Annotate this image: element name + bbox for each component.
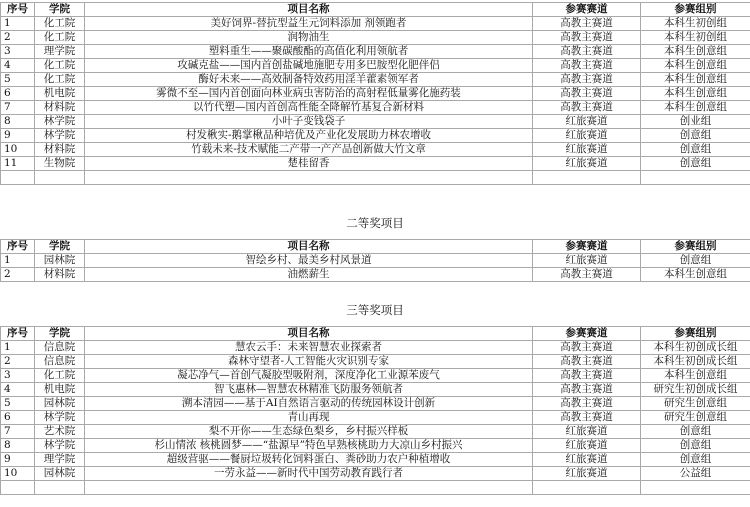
cell-project-name: 凝芯净气—首创气凝胶型吸附剂，深度净化工业源苯废气: [85, 369, 533, 383]
cell-college: 理学院: [35, 45, 85, 59]
cell-track: 红旅赛道: [533, 157, 641, 171]
cell-project-name: 攻碱克盐——国内首创盐碱地施肥专用多巴胺型化肥伴侣: [85, 59, 533, 73]
cell-track: 高教主赛道: [533, 355, 641, 369]
second-prize-title: 二等奖项目: [346, 216, 404, 230]
table-row: [1, 355, 750, 369]
table-row: [1, 439, 750, 453]
cell-index: 1: [1, 341, 35, 355]
cell-project-name: 一劳永益——新时代中国劳动教育践行者: [85, 467, 533, 481]
empty-cell: [85, 481, 533, 495]
table-row: [1, 143, 750, 157]
cell-college: 化工院: [35, 31, 85, 45]
cell-track: 高教主赛道: [533, 45, 641, 59]
cell-index: 1: [1, 254, 35, 268]
table-row: [1, 157, 750, 171]
cell-index: 4: [1, 59, 35, 73]
cell-project-name: 楚桂留香: [85, 157, 533, 171]
cell-track: 高教主赛道: [533, 59, 641, 73]
cell-index: 3: [1, 45, 35, 59]
cell-project-name: 以竹代塑—国内首创高性能全降解竹基复合新材料: [85, 101, 533, 115]
cell-college: 园林院: [35, 397, 85, 411]
cell-group: 本科生创意组: [641, 87, 750, 101]
table-row: [1, 425, 750, 439]
header-project-name: 项目名称: [85, 240, 533, 254]
cell-project-name: 润物油生: [85, 31, 533, 45]
first-prize-table: [0, 2, 750, 185]
cell-project-name: 青山再现: [85, 411, 533, 425]
table-row: [1, 467, 750, 481]
cell-track: 高教主赛道: [533, 268, 641, 282]
table-row: [1, 115, 750, 129]
table-row: [1, 369, 750, 383]
empty-cell: [641, 171, 750, 185]
cell-college: 信息院: [35, 341, 85, 355]
cell-project-name: 森林守望者-人工智能火灾识别专家: [85, 355, 533, 369]
cell-group: 创业组: [641, 115, 750, 129]
empty-cell: [1, 171, 35, 185]
cell-college: 化工院: [35, 17, 85, 31]
empty-cell: [35, 481, 85, 495]
header-index: 序号: [1, 3, 35, 17]
cell-track: 红旅赛道: [533, 453, 641, 467]
cell-index: 1: [1, 17, 35, 31]
table-header-row: [1, 3, 750, 17]
cell-group: 创意组: [641, 439, 750, 453]
cell-project-name: 杉山情浓 核桃圆梦——“盐源早”特色早熟核桃助力大凉山乡村振兴: [85, 439, 533, 453]
header-track: 参赛赛道: [533, 327, 641, 341]
cell-track: 红旅赛道: [533, 129, 641, 143]
cell-group: 研究生创意组: [641, 411, 750, 425]
cell-college: 理学院: [35, 453, 85, 467]
cell-index: 5: [1, 397, 35, 411]
cell-college: 生物院: [35, 157, 85, 171]
cell-track: 高教主赛道: [533, 101, 641, 115]
cell-college: 机电院: [35, 87, 85, 101]
cell-college: 林学院: [35, 439, 85, 453]
cell-group: 创意组: [641, 453, 750, 467]
header-group: 参赛组别: [641, 3, 750, 17]
cell-project-name: 油燃薪生: [85, 268, 533, 282]
cell-index: 5: [1, 73, 35, 87]
second-prize-table: [0, 239, 750, 282]
cell-group: 公益组: [641, 467, 750, 481]
empty-row: [1, 481, 750, 495]
table-row: [1, 411, 750, 425]
cell-index: 3: [1, 369, 35, 383]
cell-track: 高教主赛道: [533, 397, 641, 411]
table-row: [1, 268, 750, 282]
cell-project-name: 酶好未来——高效制备特效药用淫羊藿素领军者: [85, 73, 533, 87]
table-header-row: [1, 327, 750, 341]
cell-track: 红旅赛道: [533, 467, 641, 481]
header-college: 学院: [35, 240, 85, 254]
empty-cell: [85, 171, 533, 185]
cell-group: 本科生初创组: [641, 17, 750, 31]
third-prize-table: [0, 326, 750, 495]
table-row: [1, 87, 750, 101]
cell-project-name: 美好饲界-替抗型益生元饲料添加 剂领跑者: [85, 17, 533, 31]
cell-college: 化工院: [35, 59, 85, 73]
table-row: [1, 254, 750, 268]
cell-college: 园林院: [35, 254, 85, 268]
cell-project-name: 雾微不至—国内首创面向林业病虫害防治的高射程低量雾化施药装: [85, 87, 533, 101]
cell-college: 材料院: [35, 143, 85, 157]
header-index: 序号: [1, 327, 35, 341]
cell-group: 本科生创意组: [641, 45, 750, 59]
cell-college: 化工院: [35, 73, 85, 87]
cell-college: 材料院: [35, 101, 85, 115]
cell-track: 红旅赛道: [533, 254, 641, 268]
header-college: 学院: [35, 3, 85, 17]
cell-track: 高教主赛道: [533, 73, 641, 87]
cell-group: 本科生创意组: [641, 59, 750, 73]
table-row: [1, 397, 750, 411]
cell-college: 林学院: [35, 115, 85, 129]
cell-group: 研究生初创成长组: [641, 383, 750, 397]
cell-track: 高教主赛道: [533, 411, 641, 425]
cell-group: 本科生创意组: [641, 369, 750, 383]
table-row: [1, 383, 750, 397]
cell-college: 信息院: [35, 355, 85, 369]
cell-project-name: 塑料重生——聚碳酸酯的高值化利用领航者: [85, 45, 533, 59]
header-project-name: 项目名称: [85, 327, 533, 341]
cell-college: 艺术院: [35, 425, 85, 439]
header-track: 参赛赛道: [533, 240, 641, 254]
cell-track: 高教主赛道: [533, 369, 641, 383]
cell-group: 本科生初创成长组: [641, 341, 750, 355]
header-track: 参赛赛道: [533, 3, 641, 17]
cell-project-name: 智飞惠林—智慧农林精准飞防服务领航者: [85, 383, 533, 397]
cell-group: 本科生创意组: [641, 101, 750, 115]
cell-track: 高教主赛道: [533, 341, 641, 355]
cell-track: 高教主赛道: [533, 87, 641, 101]
table-header-row: [1, 240, 750, 254]
cell-college: 化工院: [35, 369, 85, 383]
cell-index: 10: [1, 143, 35, 157]
empty-cell: [35, 171, 85, 185]
cell-index: 6: [1, 87, 35, 101]
cell-index: 8: [1, 115, 35, 129]
cell-group: 本科生初创组: [641, 31, 750, 45]
cell-project-name: 村发楸实-鹅掌楸品种培优及产业化发展助力林农增收: [85, 129, 533, 143]
cell-track: 红旅赛道: [533, 439, 641, 453]
cell-index: 2: [1, 268, 35, 282]
cell-group: 本科生初创成长组: [641, 355, 750, 369]
cell-track: 高教主赛道: [533, 17, 641, 31]
header-college: 学院: [35, 327, 85, 341]
cell-track: 红旅赛道: [533, 115, 641, 129]
table-row: [1, 17, 750, 31]
cell-college: 林学院: [35, 129, 85, 143]
cell-project-name: 慧农云手：未来智慧农业探索者: [85, 341, 533, 355]
cell-project-name: 超级营驱——餐厨垃圾转化饲料蛋白、粪砂助力农户种植增收: [85, 453, 533, 467]
cell-index: 11: [1, 157, 35, 171]
cell-group: 研究生创意组: [641, 397, 750, 411]
cell-group: 本科生创意组: [641, 73, 750, 87]
cell-index: 4: [1, 383, 35, 397]
header-group: 参赛组别: [641, 240, 750, 254]
cell-index: 10: [1, 467, 35, 481]
cell-project-name: 溯本清园——基于AI自然语言驱动的传统园林设计创新: [85, 397, 533, 411]
empty-cell: [641, 481, 750, 495]
cell-project-name: 梨不开你——生态绿色梨乡，乡村振兴样板: [85, 425, 533, 439]
cell-track: 高教主赛道: [533, 383, 641, 397]
cell-track: 高教主赛道: [533, 31, 641, 45]
header-group: 参赛组别: [641, 327, 750, 341]
cell-college: 机电院: [35, 383, 85, 397]
cell-index: 2: [1, 31, 35, 45]
cell-index: 7: [1, 101, 35, 115]
table-row: [1, 129, 750, 143]
cell-project-name: 小叶子变钱袋子: [85, 115, 533, 129]
cell-index: 8: [1, 439, 35, 453]
cell-index: 9: [1, 129, 35, 143]
header-project-name: 项目名称: [85, 3, 533, 17]
third-prize-title: 三等奖项目: [346, 303, 404, 317]
cell-group: 创意组: [641, 157, 750, 171]
table-row: [1, 73, 750, 87]
table-row: [1, 31, 750, 45]
cell-group: 创意组: [641, 129, 750, 143]
cell-group: 创意组: [641, 425, 750, 439]
table-row: [1, 453, 750, 467]
cell-index: 6: [1, 411, 35, 425]
cell-group: 创意组: [641, 143, 750, 157]
cell-index: 2: [1, 355, 35, 369]
empty-cell: [533, 481, 641, 495]
cell-project-name: 智绘乡村、最美乡村风景道: [85, 254, 533, 268]
empty-cell: [533, 171, 641, 185]
cell-index: 7: [1, 425, 35, 439]
cell-index: 9: [1, 453, 35, 467]
empty-row: [1, 171, 750, 185]
empty-cell: [1, 481, 35, 495]
cell-college: 林学院: [35, 411, 85, 425]
cell-college: 园林院: [35, 467, 85, 481]
header-index: 序号: [1, 240, 35, 254]
cell-college: 材料院: [35, 268, 85, 282]
cell-project-name: 竹载未来-技术赋能二产带一产产品创新做大竹文章: [85, 143, 533, 157]
cell-track: 红旅赛道: [533, 143, 641, 157]
table-row: [1, 59, 750, 73]
cell-group: 本科生创意组: [641, 268, 750, 282]
cell-track: 红旅赛道: [533, 425, 641, 439]
cell-group: 创意组: [641, 254, 750, 268]
table-row: [1, 101, 750, 115]
table-row: [1, 341, 750, 355]
table-row: [1, 45, 750, 59]
